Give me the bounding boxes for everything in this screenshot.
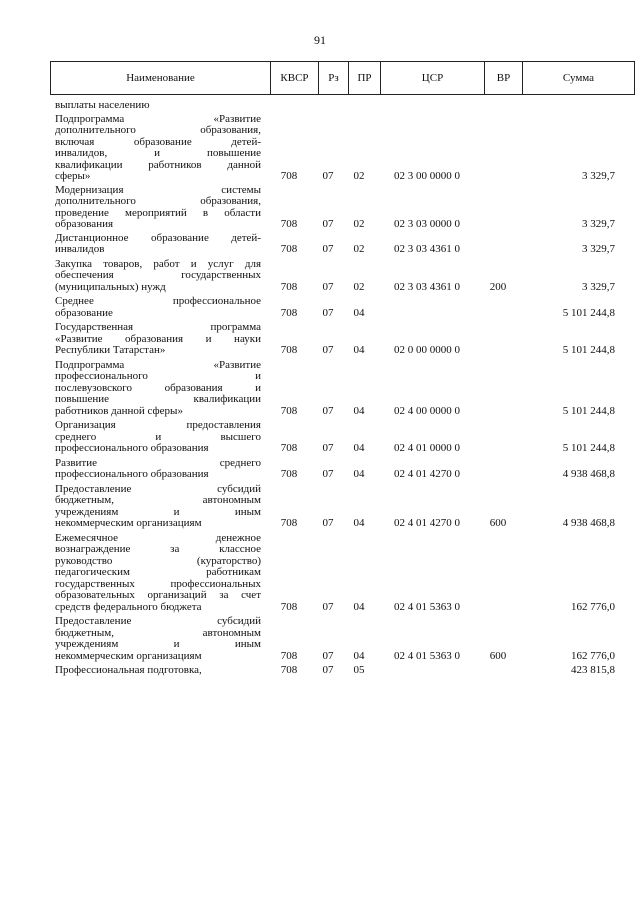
row-name-line: руководство (кураторство): [55, 554, 261, 567]
cell-pr: 02: [353, 243, 365, 255]
cell-csr: 02 4 01 4270 0: [394, 517, 460, 529]
row-name: [55, 296, 265, 319]
table-header: [50, 61, 635, 95]
row-name-line: Закупка товаров, работ и услуг для: [55, 257, 261, 270]
header-rz: Рз: [318, 62, 348, 94]
row-name-line: дополнительного образования,: [55, 124, 261, 136]
cell-kvsr: 708: [280, 280, 298, 293]
row-name-line: Организация предоставления: [55, 419, 261, 431]
row-name-line: учреждениям и иным: [55, 505, 261, 518]
cell-kvsr: 708: [280, 218, 298, 230]
table-row: [55, 233, 635, 256]
row-name-line: государственных профессиональных: [55, 577, 261, 590]
cell-pr: 04: [353, 649, 365, 662]
table-row: [55, 616, 635, 662]
cell-rz: 07: [322, 344, 334, 356]
cell-rz: 07: [322, 600, 334, 613]
row-name-line: Предоставление субсидий: [55, 615, 261, 627]
row-name-line: вознаграждение за классное: [55, 543, 261, 555]
row-name-line: образование: [55, 306, 113, 319]
page-number: 91: [314, 33, 326, 47]
cell-csr: 02 3 03 4361 0: [394, 243, 460, 255]
row-name-line: (муниципальных) нужд: [55, 280, 166, 293]
row-name-line: бюджетным, автономным: [55, 494, 261, 506]
row-name-line: Среднее профессиональное: [55, 295, 261, 307]
table-row: [55, 114, 635, 183]
row-name-line: бюджетным, автономным: [55, 626, 261, 639]
cell-kvsr: 708: [280, 468, 298, 480]
cell-kvsr: 708: [280, 243, 298, 255]
cell-rz: 07: [322, 664, 334, 676]
row-name-line: Подпрограмма «Развитие: [55, 112, 261, 125]
cell-kvsr: 708: [280, 664, 298, 676]
table-row: [55, 458, 635, 481]
cell-pr: 04: [353, 344, 365, 356]
cell-rz: 07: [322, 170, 334, 182]
header-sum: Сумма: [522, 62, 634, 94]
cell-sum: 5 101 244,8: [562, 306, 615, 319]
table-row: [55, 259, 635, 294]
cell-csr: 02 4 01 5363 0: [394, 600, 460, 613]
cell-sum: 162 776,0: [571, 600, 615, 613]
cell-sum: 3 329,7: [582, 170, 615, 182]
cell-pr: 02: [353, 170, 365, 182]
cell-pr: 05: [353, 664, 365, 676]
header-name: Наименование: [126, 72, 195, 84]
cell-sum: 5 101 244,8: [562, 344, 615, 356]
row-name-line: профессионального образования: [55, 442, 209, 454]
cell-csr: 02 4 01 5363 0: [394, 649, 460, 662]
row-name-line: послевузовского образования и: [55, 381, 261, 394]
row-name-line: инвалидов: [55, 243, 105, 255]
cell-pr: 04: [353, 600, 365, 613]
cell-pr: 02: [353, 280, 365, 293]
table-row: [55, 100, 635, 112]
cell-kvsr: 708: [280, 600, 298, 613]
row-name-line: профессионального образования: [55, 468, 209, 480]
row-name: [55, 533, 265, 614]
cell-sum: 162 776,0: [571, 649, 615, 662]
row-name: [55, 100, 265, 112]
cell-sum: 5 101 244,8: [562, 442, 615, 454]
table-row: [55, 484, 635, 530]
row-name-line: работников данной сферы»: [55, 404, 183, 417]
cell-sum: 3 329,7: [582, 243, 615, 255]
row-name-line: выплаты населению: [55, 99, 150, 111]
cell-pr: 02: [353, 218, 365, 230]
cell-sum: 4 938 468,8: [562, 468, 615, 480]
row-name-line: Государственная программа: [55, 321, 261, 333]
cell-pr: 04: [353, 306, 365, 319]
row-name-line: «Развитие образования и науки: [55, 332, 261, 345]
cell-csr: 02 3 03 4361 0: [394, 280, 460, 293]
row-name: [55, 420, 265, 455]
cell-kvsr: 708: [280, 306, 298, 319]
cell-kvsr: 708: [280, 344, 298, 356]
row-name-line: педагогическим работникам: [55, 566, 261, 578]
row-name: [55, 616, 265, 662]
table-row: [55, 322, 635, 357]
row-name-line: Профессиональная подготовка,: [55, 664, 202, 676]
row-name-line: дополнительного образования,: [55, 195, 261, 207]
cell-rz: 07: [322, 468, 334, 480]
cell-sum: 423 815,8: [571, 664, 615, 676]
cell-vr: 600: [489, 517, 507, 529]
row-name-line: некоммерческим организациям: [55, 517, 202, 529]
table-row: [55, 360, 635, 418]
cell-vr: 200: [489, 280, 507, 293]
cell-kvsr: 708: [280, 404, 298, 417]
table-row: [55, 420, 635, 455]
cell-rz: 07: [322, 517, 334, 529]
cell-kvsr: 708: [280, 517, 298, 529]
row-name-line: Развитие среднего: [55, 456, 261, 469]
row-name-line: включая образование детей-: [55, 135, 261, 148]
cell-csr: 02 3 03 0000 0: [394, 218, 460, 230]
row-name-line: профессионального и: [55, 370, 261, 382]
row-name: [55, 484, 265, 530]
cell-kvsr: 708: [280, 649, 298, 662]
cell-csr: 02 0 00 0000 0: [394, 344, 460, 356]
row-name: [55, 259, 265, 294]
cell-csr: 02 4 00 0000 0: [394, 404, 460, 417]
cell-sum: 5 101 244,8: [562, 404, 615, 417]
row-name-line: образовательных организаций за счет: [55, 589, 261, 601]
cell-sum: 3 329,7: [582, 218, 615, 230]
cell-pr: 04: [353, 517, 365, 529]
cell-csr: 02 3 00 0000 0: [394, 170, 460, 182]
cell-rz: 07: [322, 218, 334, 230]
cell-csr: 02 4 01 4270 0: [394, 468, 460, 480]
row-name-line: Предоставление субсидий: [55, 482, 261, 495]
table-row: [55, 185, 635, 231]
cell-pr: 04: [353, 468, 365, 480]
header-csr: ЦСР: [380, 62, 484, 94]
cell-rz: 07: [322, 649, 334, 662]
row-name-line: Ежемесячное денежное: [55, 531, 261, 544]
cell-pr: 04: [353, 404, 365, 417]
header-kvsr: КВСР: [270, 62, 318, 94]
row-name-line: Дистанционное образование детей-: [55, 231, 261, 244]
row-name: [55, 665, 265, 677]
row-name-line: средств федерального бюджета: [55, 600, 202, 613]
row-name-line: учреждениям и иным: [55, 638, 261, 650]
row-name-line: проведение мероприятий в области: [55, 206, 261, 219]
row-name-line: повышение квалификации: [55, 393, 261, 405]
row-name: [55, 322, 265, 357]
cell-kvsr: 708: [280, 170, 298, 182]
row-name-line: Республики Татарстан»: [55, 344, 166, 356]
row-name-line: инвалидов, и повышение: [55, 147, 261, 159]
table-row: [55, 533, 635, 614]
row-name-line: обеспечения государственных: [55, 269, 261, 281]
table-row: [55, 665, 635, 677]
row-name: [55, 360, 265, 418]
cell-rz: 07: [322, 306, 334, 319]
row-name-line: Модернизация системы: [55, 183, 261, 196]
header-pr: ПР: [348, 62, 380, 94]
cell-rz: 07: [322, 280, 334, 293]
row-name: [55, 114, 265, 183]
row-name: [55, 233, 265, 256]
cell-rz: 07: [322, 243, 334, 255]
cell-sum: 4 938 468,8: [562, 517, 615, 529]
table-row: [55, 296, 635, 319]
table-body: [55, 97, 635, 677]
row-name: [55, 185, 265, 231]
cell-rz: 07: [322, 404, 334, 417]
cell-csr: 02 4 01 0000 0: [394, 442, 460, 454]
row-name-line: некоммерческим организациям: [55, 649, 202, 662]
cell-vr: 600: [489, 649, 507, 662]
row-name-line: среднего и высшего: [55, 430, 261, 443]
cell-kvsr: 708: [280, 442, 298, 454]
header-vr: ВР: [484, 62, 522, 94]
cell-rz: 07: [322, 442, 334, 454]
cell-sum: 3 329,7: [582, 280, 615, 293]
row-name: [55, 458, 265, 481]
row-name-line: сферы»: [55, 170, 91, 182]
row-name-line: квалификации работников данной: [55, 158, 261, 171]
cell-pr: 04: [353, 442, 365, 454]
row-name-line: образования: [55, 218, 114, 230]
row-name-line: Подпрограмма «Развитие: [55, 358, 261, 371]
